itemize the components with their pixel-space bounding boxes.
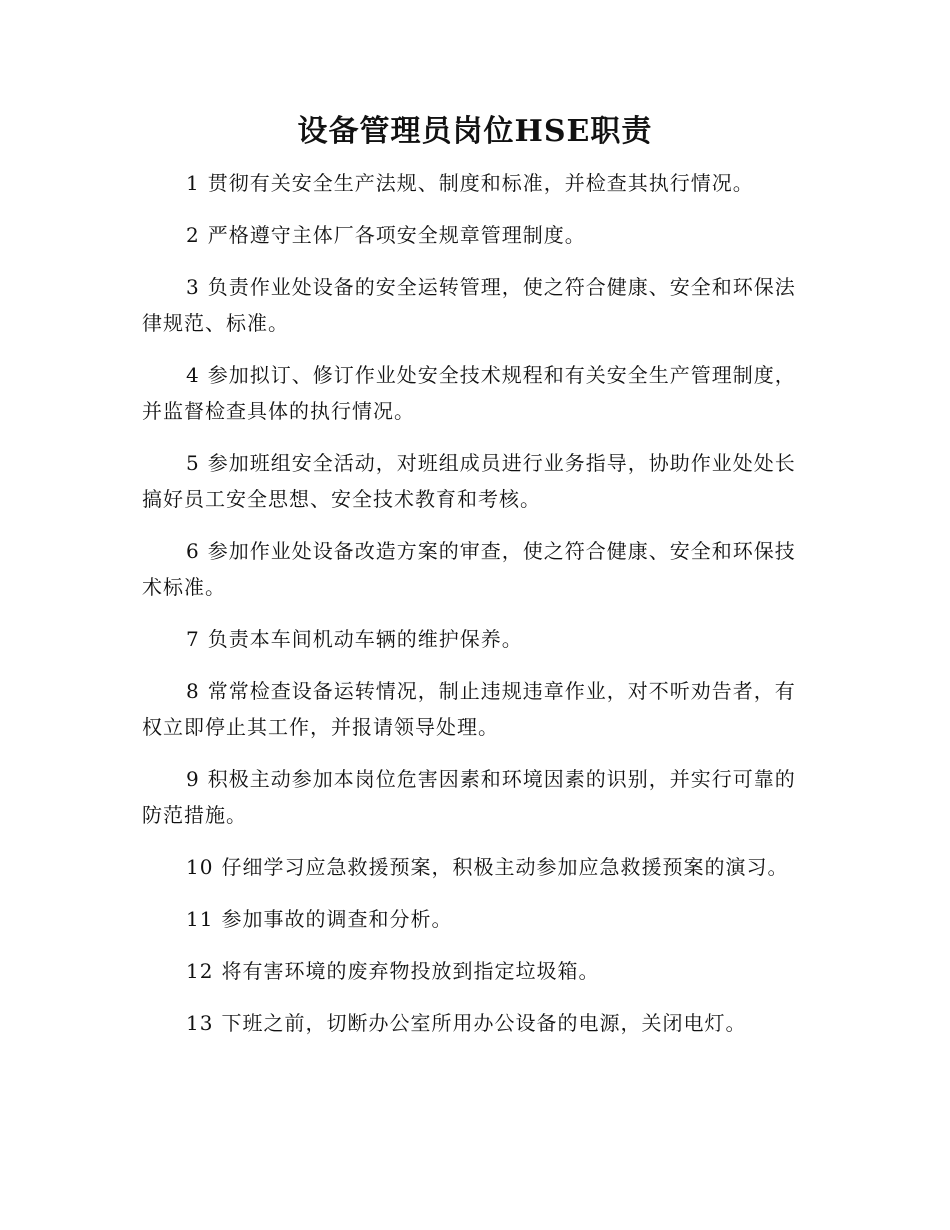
duty-item-2: [142, 217, 802, 253]
duty-item-6: [142, 533, 802, 605]
duty-number: 8: [186, 679, 200, 703]
duty-number: 2: [186, 223, 200, 247]
duty-number: 11: [186, 907, 214, 931]
duty-item-13: [142, 1005, 802, 1041]
duty-item-11: [142, 901, 802, 937]
duty-text: 下班之前，切断办公室所用办公设备的电源，关闭电灯。: [221, 1011, 747, 1035]
duty-item-12: [142, 953, 802, 989]
duty-number: 12: [186, 959, 214, 983]
duty-item-7: [142, 621, 802, 657]
duty-text: 仔细学习应急救援预案，积极主动参加应急救援预案的演习。: [221, 855, 789, 879]
duty-text: 参加拟订、修订作业处安全技术规程和有关安全生产管理制度，并监督检查具体的执行情况。: [142, 363, 796, 423]
duty-number: 10: [186, 855, 214, 879]
duty-item-1: [142, 165, 802, 201]
duty-item-9: [142, 761, 802, 833]
duty-text: 贯彻有关安全生产法规、制度和标准，并检查其执行情况。: [207, 171, 754, 195]
duty-text: 严格遵守主体厂各项安全规章管理制度。: [207, 223, 586, 247]
duty-item-8: [142, 673, 802, 745]
duty-item-3: [142, 269, 802, 341]
duty-number: 9: [186, 767, 200, 791]
duty-number: 13: [186, 1011, 214, 1035]
duty-text: 常常检查设备运转情况，制止违规违章作业，对不听劝告者，有权立即停止其工作，并报请领导处理。: [142, 679, 796, 739]
duty-number: 5: [186, 451, 200, 475]
duty-item-10: [142, 849, 802, 885]
duty-text: 负责作业处设备的安全运转管理，使之符合健康、安全和环保法律规范、标准。: [142, 275, 796, 335]
duty-list: [142, 165, 802, 1057]
duty-text: 将有害环境的废弃物投放到指定垃圾箱。: [221, 959, 600, 983]
duty-text: 参加事故的调查和分析。: [221, 907, 453, 931]
duty-item-5: [142, 445, 802, 517]
duty-text: 负责本车间机动车辆的维护保养。: [207, 627, 523, 651]
duty-number: 7: [186, 627, 200, 651]
document-title: 设备管理员岗位HSE职责: [297, 114, 653, 149]
duty-number: 4: [186, 363, 200, 387]
duty-text: 积极主动参加本岗位危害因素和环境因素的识别，并实行可靠的防范措施。: [142, 767, 796, 827]
duty-text: 参加班组安全活动，对班组成员进行业务指导，协助作业处处长搞好员工安全思想、安全技术教育和考核。: [142, 451, 796, 511]
duty-text: 参加作业处设备改造方案的审查，使之符合健康、安全和环保技术标准。: [142, 539, 796, 599]
duty-item-4: [142, 357, 802, 429]
duty-number: 1: [186, 171, 200, 195]
duty-number: 3: [186, 275, 200, 299]
duty-number: 6: [186, 539, 200, 563]
